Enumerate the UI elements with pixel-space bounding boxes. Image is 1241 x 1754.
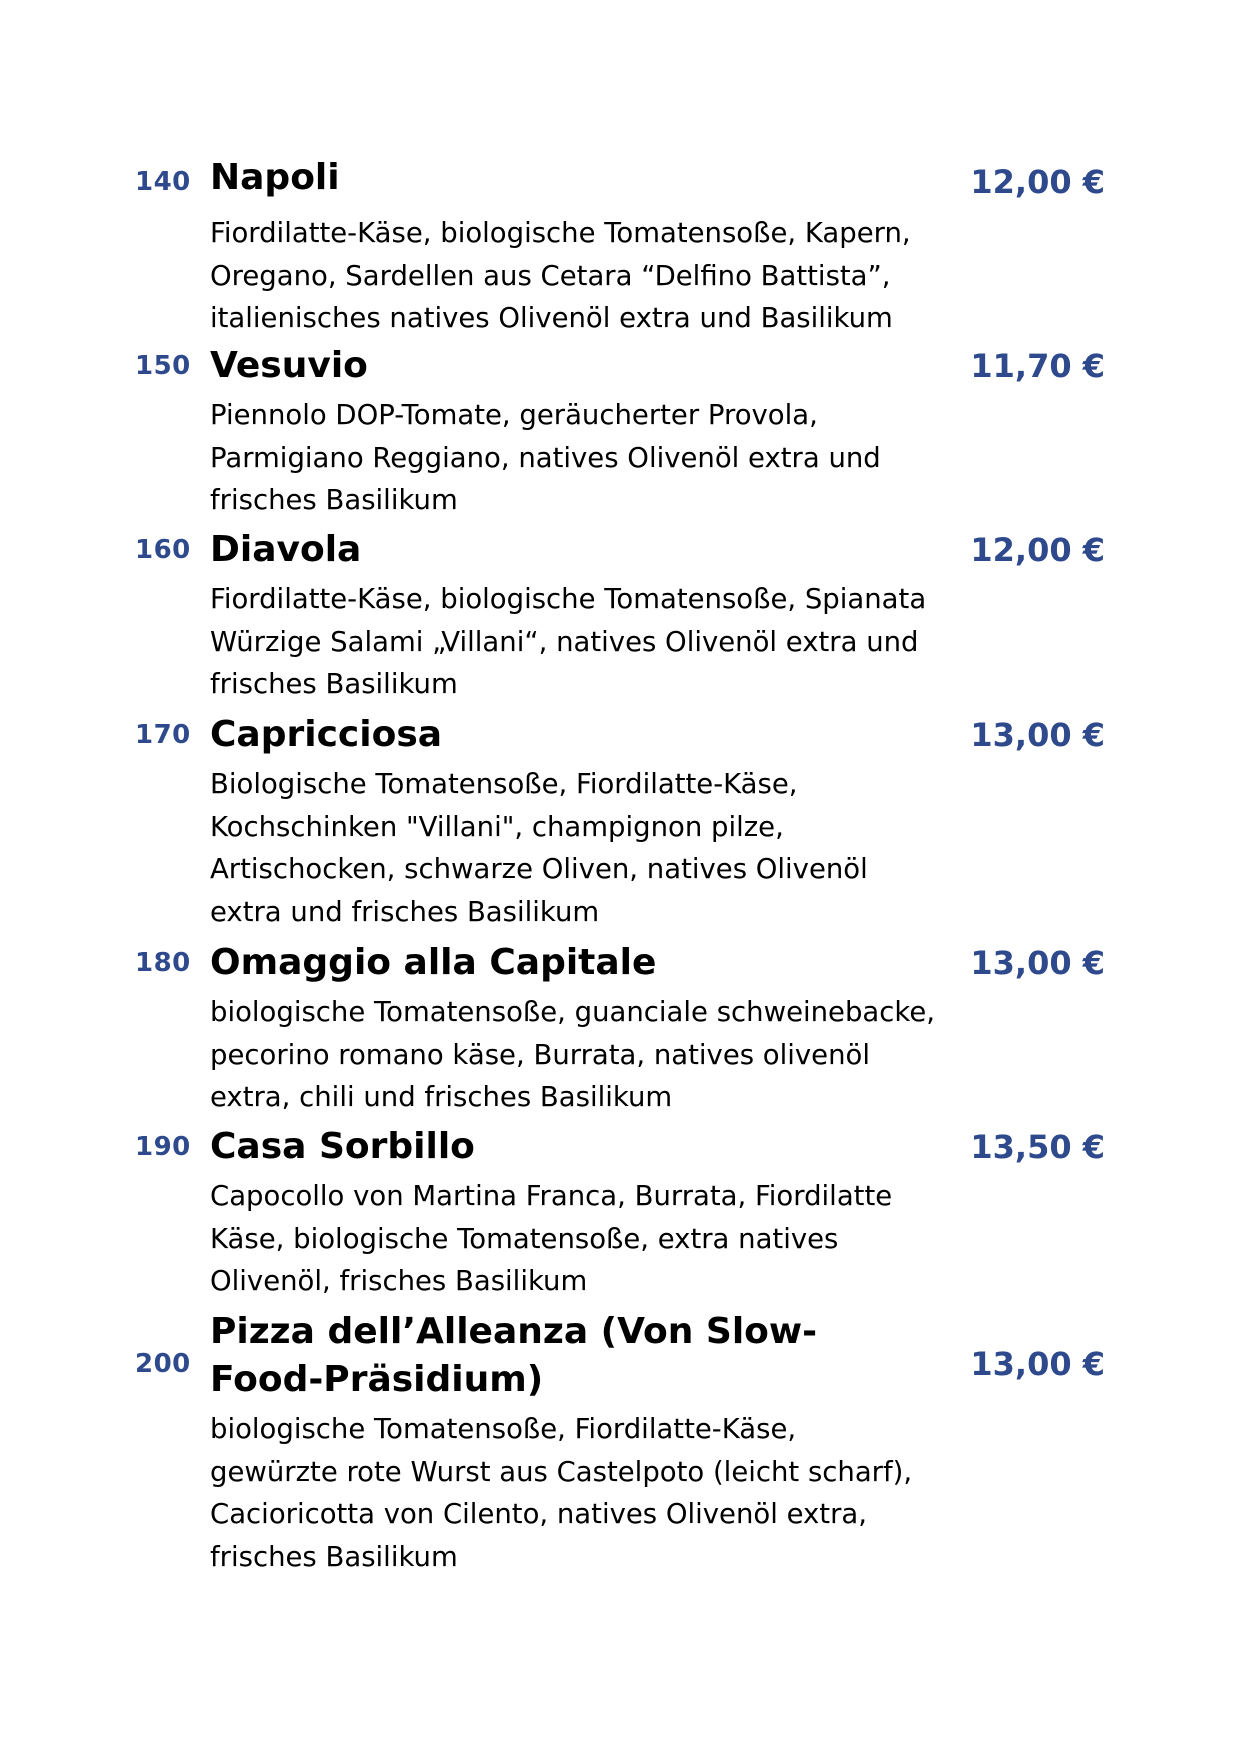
description-line: pecorino romano käse, Burrata, natives olivenöl (210, 1038, 870, 1071)
description-line: Käse, biologische Tomatensoße, extra natives (210, 1222, 839, 1255)
description-line: Cacioricotta von Cilento, natives Olivenöl extra, (210, 1498, 867, 1530)
description-line: biologische Tomatensoße, Fiordilatte-Käse, (210, 1413, 797, 1445)
description-line: frisches Basilikum (210, 1540, 458, 1573)
item-description (210, 763, 868, 933)
item-number: 150 (135, 351, 191, 381)
item-price: 13,00 € (970, 716, 1105, 754)
description-line: italienisches natives Olivenöl extra und Basilikum (210, 302, 893, 334)
description-line: Oregano, Sardellen aus Cetara “Delfino Battista”, (210, 259, 891, 292)
item-number: 180 (135, 948, 191, 978)
description-line: frisches Basilikum (210, 668, 458, 700)
item-description (210, 578, 926, 706)
description-line: extra und frisches Basilikum (210, 895, 600, 928)
item-number: 160 (135, 535, 191, 565)
description-line: gewürzte rote Wurst aus Castelpoto (leicht scharf), (210, 1455, 913, 1488)
description-line: frisches Basilikum (210, 484, 458, 516)
item-name: Pizza dell’Alleanza (Von Slow-Food-Präsidium) (210, 1311, 818, 1400)
description-line: Kochschinken "Villani", champignon pilze, (210, 810, 784, 843)
description-line: Fiordilatte-Käse, biologische Tomatensoße, Spianata (210, 583, 927, 615)
item-description (210, 991, 935, 1119)
item-name: Omaggio alla Capitale (210, 942, 657, 983)
item-price: 13,00 € (970, 944, 1105, 982)
description-line: Olivenöl, frisches Basilikum (210, 1265, 588, 1297)
description-line: extra, chili und frisches Basilikum (210, 1081, 673, 1113)
item-price: 13,00 € (970, 1345, 1105, 1383)
item-name: Vesuvio (210, 345, 368, 386)
item-description (210, 1175, 892, 1303)
item-name: Napoli (210, 157, 340, 198)
description-line: Parmigiano Reggiano, natives Olivenöl extra und (210, 441, 881, 474)
item-number: 200 (135, 1349, 191, 1379)
item-price: 12,00 € (970, 531, 1105, 569)
description-line: Capocollo von Martina Franca, Burrata, Fiordilatte (210, 1180, 893, 1212)
description-line: biologische Tomatensoße, guanciale schweinebacke, (210, 996, 936, 1028)
description-line: Artischocken, schwarze Oliven, natives Olivenöl (210, 853, 868, 885)
item-name: Diavola (210, 529, 362, 570)
description-line: Biologische Tomatensoße, Fiordilatte-Käse, (210, 768, 798, 800)
item-name: Casa Sorbillo (210, 1126, 475, 1167)
item-price: 11,70 € (970, 347, 1105, 385)
item-number: 170 (135, 720, 191, 750)
item-price: 13,50 € (970, 1128, 1105, 1166)
item-price: 12,00 € (970, 163, 1105, 201)
description-line: Fiordilatte-Käse, biologische Tomatensoße, Kapern, (210, 217, 911, 249)
item-number: 190 (135, 1132, 191, 1162)
description-line: Würzige Salami „Villani“, natives Olivenöl extra und (210, 625, 919, 658)
description-line: Piennolo DOP-Tomate, geräucherter Provola, (210, 399, 818, 431)
item-description (210, 394, 881, 522)
item-name: Capricciosa (210, 714, 443, 755)
item-description (210, 212, 911, 340)
item-number: 140 (135, 167, 191, 197)
item-description (210, 1408, 912, 1578)
